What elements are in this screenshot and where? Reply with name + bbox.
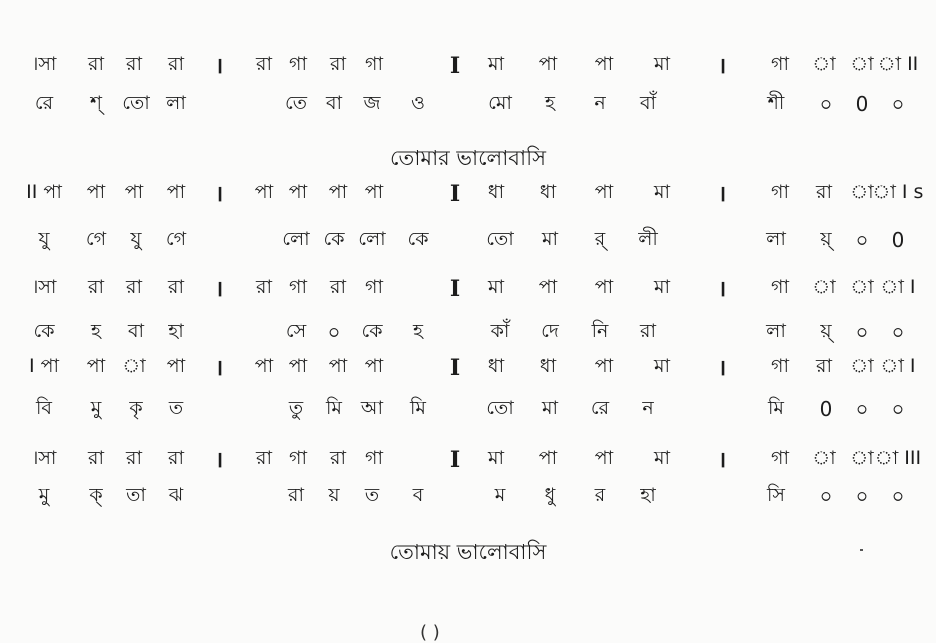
swara-note: গা (771, 53, 789, 75)
swara-note: রা (816, 355, 832, 377)
swara-note: পা (364, 181, 384, 203)
swara-note: রা (816, 181, 832, 203)
swara-note: ।সা (31, 53, 57, 75)
swara-note: া I s (872, 181, 924, 203)
swara-note: পা (328, 355, 348, 377)
lyric-syllable: লা (766, 320, 786, 342)
lyric-syllable: বি (35, 397, 53, 419)
swara-note: রা (88, 276, 104, 298)
swara-note: া III (874, 447, 922, 469)
swara-note: পা (86, 355, 106, 377)
lyric-syllable: কে (323, 228, 345, 250)
rest-mark: ০ (819, 484, 833, 508)
swara-note: পা (254, 355, 274, 377)
swara-note: পা (594, 355, 614, 377)
swara-note: I পা (28, 355, 60, 377)
bar-line: । (214, 355, 224, 381)
swara-note: রা (256, 447, 272, 469)
swara-note: রা (168, 447, 184, 469)
rest-mark: ০ (891, 397, 905, 421)
swara-note: রা (256, 53, 272, 75)
lyric-syllable: য়্ (820, 228, 832, 250)
lyric-syllable: যু (130, 228, 142, 250)
bar-line: । (214, 53, 224, 79)
swara-note: II পা (26, 181, 62, 203)
lyric-syllable: যু (38, 228, 50, 250)
swara-note: া (850, 447, 874, 469)
lyric-syllable: সে (285, 320, 307, 342)
swara-note: ধা (487, 355, 505, 377)
lyric-syllable: ও (411, 92, 425, 114)
swara-note: মা (653, 181, 671, 203)
footer-parenthesis: ( ) (420, 622, 440, 643)
lyric-syllable: লী (638, 228, 658, 250)
rest-mark: ০ (891, 484, 905, 508)
lyric-syllable: গে (165, 228, 187, 250)
swara-note: পা (594, 181, 614, 203)
lyric-syllable: রে (34, 92, 54, 114)
lyric-syllable: নি (591, 320, 609, 342)
lyric-syllable: বাঁ (639, 92, 657, 114)
bar-line: I (449, 181, 461, 207)
ink-speck (860, 549, 863, 551)
swara-note: মা (653, 447, 671, 469)
lyric-syllable: কে (407, 228, 429, 250)
lyric-syllable: তা (126, 484, 146, 506)
lyric-syllable: তো (486, 397, 514, 419)
lyric-syllable: জ (363, 92, 381, 114)
swara-note: পা (166, 181, 186, 203)
swara-note: পা (594, 53, 614, 75)
lyric-syllable: ন (642, 397, 654, 419)
lyric-syllable: ঝ (168, 484, 184, 506)
lyric-syllable: তো (122, 92, 150, 114)
swara-note: ধা (539, 181, 557, 203)
lyric-syllable: গে (85, 228, 107, 250)
lyric-syllable: লা (166, 92, 186, 114)
swara-note: া (812, 53, 836, 75)
lyric-syllable: বা (127, 320, 145, 342)
swara-note: পা (328, 181, 348, 203)
lyric-syllable: সি (767, 484, 785, 506)
rest-mark: ০ (855, 484, 869, 508)
bar-line: । (214, 447, 224, 473)
lyric-syllable: য় (328, 484, 340, 506)
lyric-syllable: কাঁ (490, 320, 510, 342)
section-heading: তোমার ভালোবাসি (390, 146, 546, 170)
swara-note: গা (289, 53, 307, 75)
lyric-syllable: হা (168, 320, 184, 342)
lyric-syllable: মা (541, 397, 559, 419)
swara-note: মা (487, 276, 505, 298)
lyric-syllable: তে (285, 92, 307, 114)
section-heading: তোমায় ভালোবাসি (389, 540, 547, 564)
lyric-syllable: কৃ (129, 397, 143, 419)
lyric-syllable: তো (486, 228, 514, 250)
swara-note: মা (487, 447, 505, 469)
lyric-syllable: তু (288, 397, 304, 419)
lyric-syllable: রা (288, 484, 304, 506)
lyric-syllable: ব (412, 484, 424, 506)
lyric-syllable: বা (325, 92, 343, 114)
lyric-syllable: মু (38, 484, 50, 506)
lyric-syllable: মু (90, 397, 102, 419)
swara-note: া (122, 355, 146, 377)
lyric-syllable: দে (541, 320, 559, 342)
lyric-syllable: ম (494, 484, 506, 506)
swara-note: া (812, 276, 836, 298)
rest-mark: 0 (855, 92, 869, 116)
bar-line: । (717, 53, 727, 79)
swara-note: পা (594, 276, 614, 298)
swara-note: পা (288, 181, 308, 203)
bar-line: I (449, 53, 461, 79)
rest-mark: ০ (855, 397, 869, 421)
swara-note: রা (126, 53, 142, 75)
swara-note: গা (289, 447, 307, 469)
swara-note: গা (771, 355, 789, 377)
lyric-syllable: র (594, 484, 606, 506)
rest-mark: ০ (819, 92, 833, 116)
swara-note: রা (256, 276, 272, 298)
rest-mark: ০ (891, 320, 905, 344)
swara-note: পা (594, 447, 614, 469)
swara-note: পা (538, 53, 558, 75)
swara-note: গা (289, 276, 307, 298)
bar-line: । (717, 181, 727, 207)
swara-note: রা (168, 276, 184, 298)
swara-note: রা (330, 53, 346, 75)
lyric-syllable: মা (541, 228, 559, 250)
rest-mark: ০ (855, 228, 869, 252)
bar-line: । (214, 276, 224, 302)
lyric-syllable: লো (358, 228, 386, 250)
lyric-syllable: ন (594, 92, 606, 114)
swara-note: গা (771, 276, 789, 298)
swara-note: গা (771, 447, 789, 469)
lyric-syllable: য়্ (820, 320, 832, 342)
swara-note: রা (88, 447, 104, 469)
lyric-syllable: মো (488, 92, 512, 114)
lyric-syllable: লো (282, 228, 310, 250)
rest-mark: ০ (855, 320, 869, 344)
swara-note: া (850, 53, 874, 75)
lyric-syllable: হা (640, 484, 656, 506)
swara-note: মা (653, 276, 671, 298)
bar-line: । (717, 355, 727, 381)
swara-note: পা (166, 355, 186, 377)
swara-note: া II (877, 53, 919, 75)
swara-note: পা (538, 276, 558, 298)
swara-note: পা (288, 355, 308, 377)
swara-note: মা (653, 53, 671, 75)
swara-note: রা (126, 276, 142, 298)
swara-note: া (850, 181, 874, 203)
lyric-syllable: র্ (594, 228, 606, 250)
lyric-syllable: রে (590, 397, 610, 419)
swara-note: মা (653, 355, 671, 377)
lyric-syllable: রা (640, 320, 656, 342)
swara-note: পা (538, 447, 558, 469)
swara-note: গা (365, 53, 383, 75)
lyric-syllable: ধু (544, 484, 556, 506)
rest-mark: ০ (327, 320, 341, 344)
swara-note: ।সা (31, 276, 57, 298)
swara-note: গা (771, 181, 789, 203)
lyric-syllable: হ (91, 320, 101, 342)
lyric-syllable: শী (767, 92, 785, 114)
lyric-syllable: লা (766, 228, 786, 250)
swara-note: পা (254, 181, 274, 203)
swara-note: পা (86, 181, 106, 203)
swara-note: রা (88, 53, 104, 75)
bar-line: I (449, 447, 461, 473)
rest-mark: 0 (891, 228, 905, 252)
bar-line: । (717, 447, 727, 473)
swara-note: ধা (539, 355, 557, 377)
lyric-syllable: কে (361, 320, 383, 342)
lyric-syllable: মি (410, 397, 426, 419)
swara-note: া I (880, 276, 916, 298)
swara-note: া I (880, 355, 916, 377)
lyric-syllable: মি (326, 397, 342, 419)
swara-note: া (850, 355, 874, 377)
lyric-syllable: হ (413, 320, 423, 342)
swara-note: া (812, 447, 836, 469)
swara-note: রা (168, 53, 184, 75)
swara-note: রা (126, 447, 142, 469)
swara-note: া (850, 276, 874, 298)
swara-note: ।সা (31, 447, 57, 469)
swara-note: পা (124, 181, 144, 203)
bar-line: I (449, 276, 461, 302)
rest-mark: 0 (819, 397, 833, 421)
lyric-syllable: কে (33, 320, 55, 342)
bar-line: । (214, 181, 224, 207)
lyric-syllable: হ (545, 92, 555, 114)
lyric-syllable: ত (364, 484, 380, 506)
swara-note: গা (365, 276, 383, 298)
swara-note: রা (330, 447, 346, 469)
lyric-syllable: ত (168, 397, 184, 419)
lyric-syllable: ক্ (89, 484, 103, 506)
swara-note: রা (330, 276, 346, 298)
bar-line: । (717, 276, 727, 302)
lyric-syllable: শ্ (90, 92, 102, 114)
swara-note: গা (365, 447, 383, 469)
rest-mark: ০ (891, 92, 905, 116)
lyric-syllable: মি (768, 397, 784, 419)
swara-note: পা (364, 355, 384, 377)
swara-note: ধা (487, 181, 505, 203)
lyric-syllable: আ (360, 397, 384, 419)
swara-note: মা (487, 53, 505, 75)
bar-line: I (449, 355, 461, 381)
